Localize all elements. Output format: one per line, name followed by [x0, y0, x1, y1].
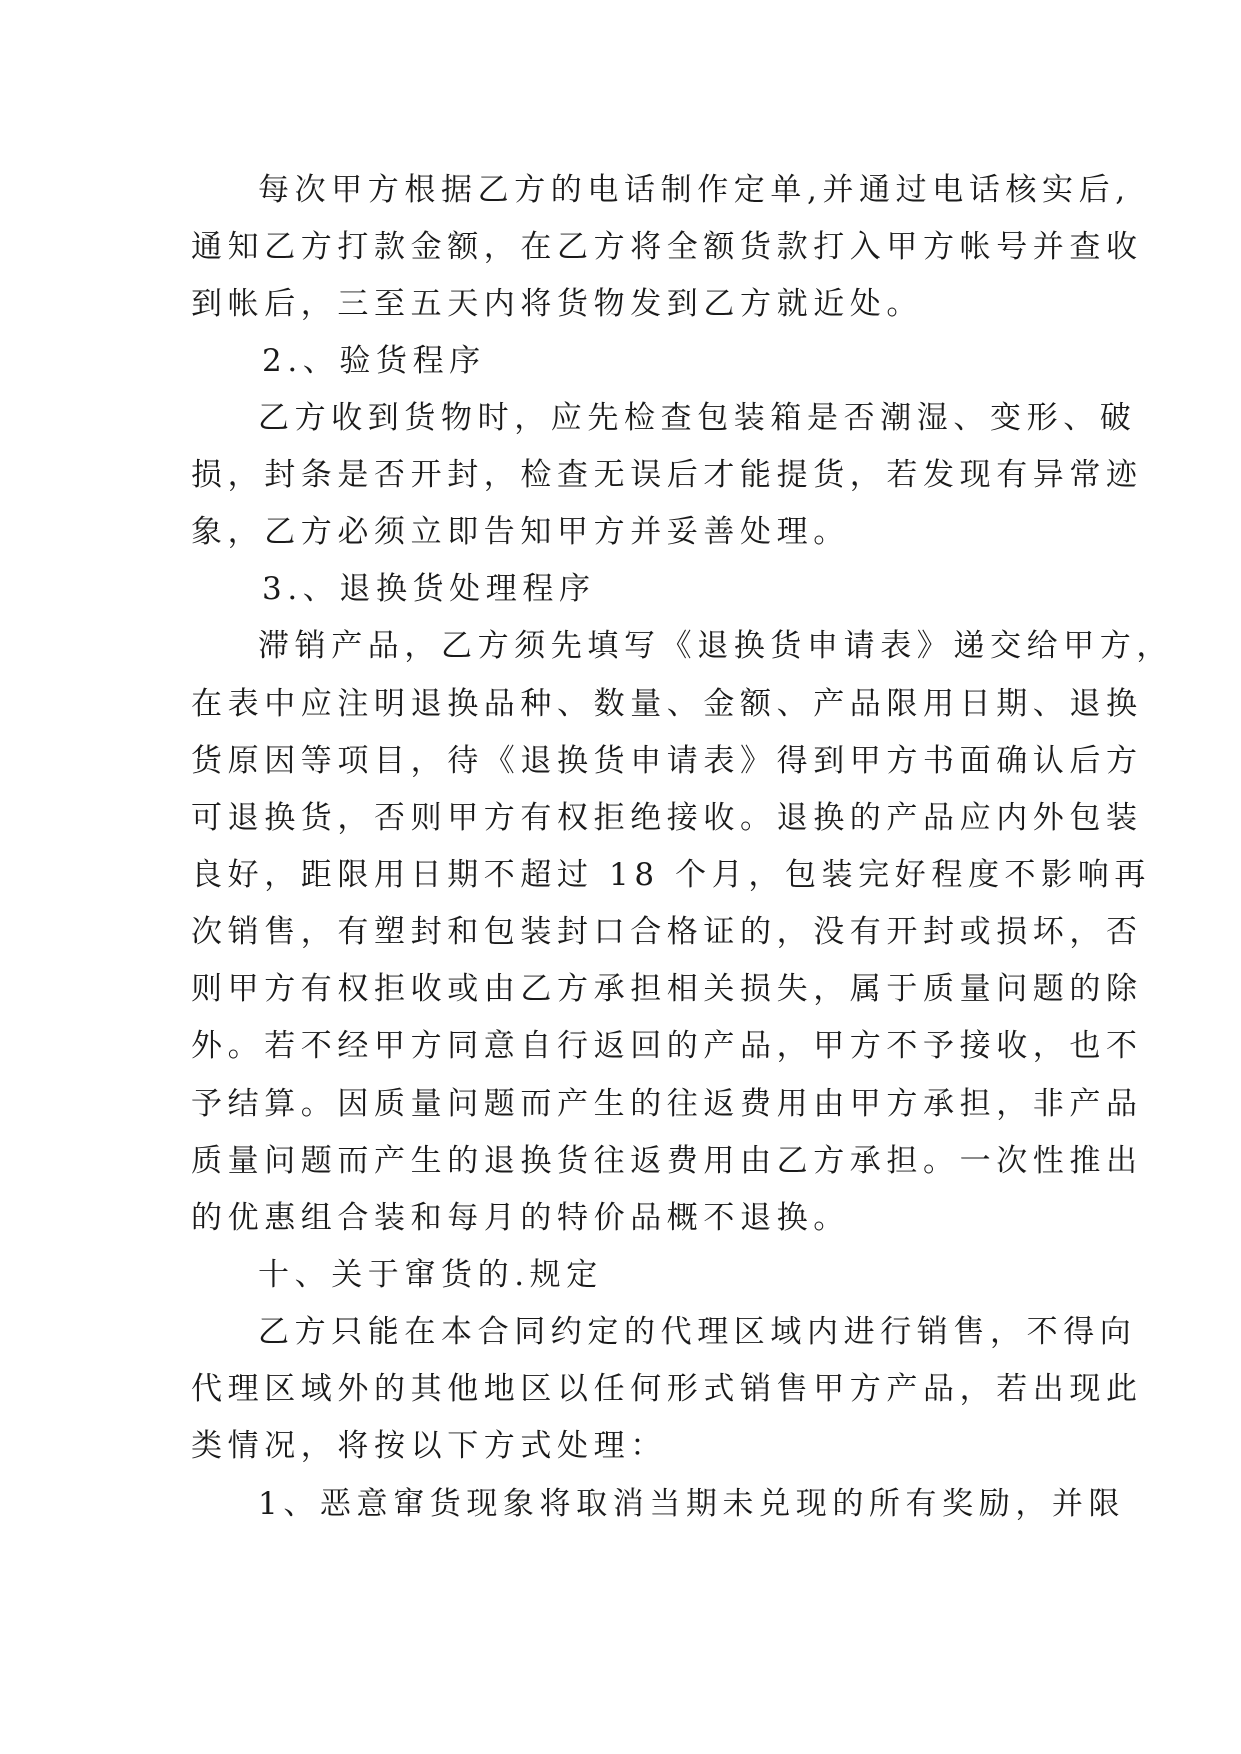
text-line: 乙方只能在本合同约定的代理区域内进行销售，不得向: [258, 1314, 1137, 1350]
text-line: 的优惠组合装和每月的特价品概不退换。: [191, 1200, 850, 1236]
text-line: 每次甲方根据乙方的电话制作定单,并通过电话核实后,: [258, 172, 1131, 208]
text-line: 良好，距限用日期不超过 18 个月，包装完好程度不影响再: [191, 857, 1151, 893]
section-heading: 十、关于窜货的.规定: [258, 1257, 603, 1293]
text-line: 可退换货，否则甲方有权拒绝接收。退换的产品应内外包装: [191, 800, 1143, 836]
text-line: 外。若不经甲方同意自行返回的产品，甲方不予接收，也不: [191, 1028, 1143, 1064]
text-line: 次销售，有塑封和包装封口合格证的，没有开封或损坏，否: [191, 914, 1143, 950]
text-line: 乙方收到货物时，应先检查包装箱是否潮湿、变形、破: [258, 400, 1137, 436]
section-heading: 3.、退换货处理程序: [262, 571, 596, 607]
text-line: 予结算。因质量问题而产生的往返费用由甲方承担，非产品: [191, 1086, 1143, 1122]
text-line: 代理区域外的其他地区以任何形式销售甲方产品，若出现此: [191, 1371, 1143, 1407]
text-line: 1、恶意窜货现象将取消当期未兑现的所有奖励，并限: [258, 1486, 1126, 1522]
text-line: 在表中应注明退换品种、数量、金额、产品限用日期、退换: [191, 686, 1143, 722]
text-line: 则甲方有权拒收或由乙方承担相关损失，属于质量问题的除: [191, 971, 1143, 1007]
text-line: 质量问题而产生的退换货往返费用由乙方承担。一次性推出: [191, 1143, 1143, 1179]
text-line: 滞销产品，乙方须先填写《退换货申请表》递交给甲方，: [258, 628, 1173, 664]
text-line: 到帐后，三至五天内将货物发到乙方就近处。: [191, 286, 923, 322]
text-line: 货原因等项目，待《退换货申请表》得到甲方书面确认后方: [191, 743, 1143, 779]
text-line: 通知乙方打款金额，在乙方将全额货款打入甲方帐号并查收: [191, 229, 1143, 265]
text-line: 象，乙方必须立即告知甲方并妥善处理。: [191, 514, 850, 550]
text-line: 类情况，将按以下方式处理：: [191, 1428, 667, 1464]
text-line: 损，封条是否开封，检查无误后才能提货，若发现有异常迹: [191, 457, 1143, 493]
section-heading: 2.、验货程序: [262, 343, 486, 379]
